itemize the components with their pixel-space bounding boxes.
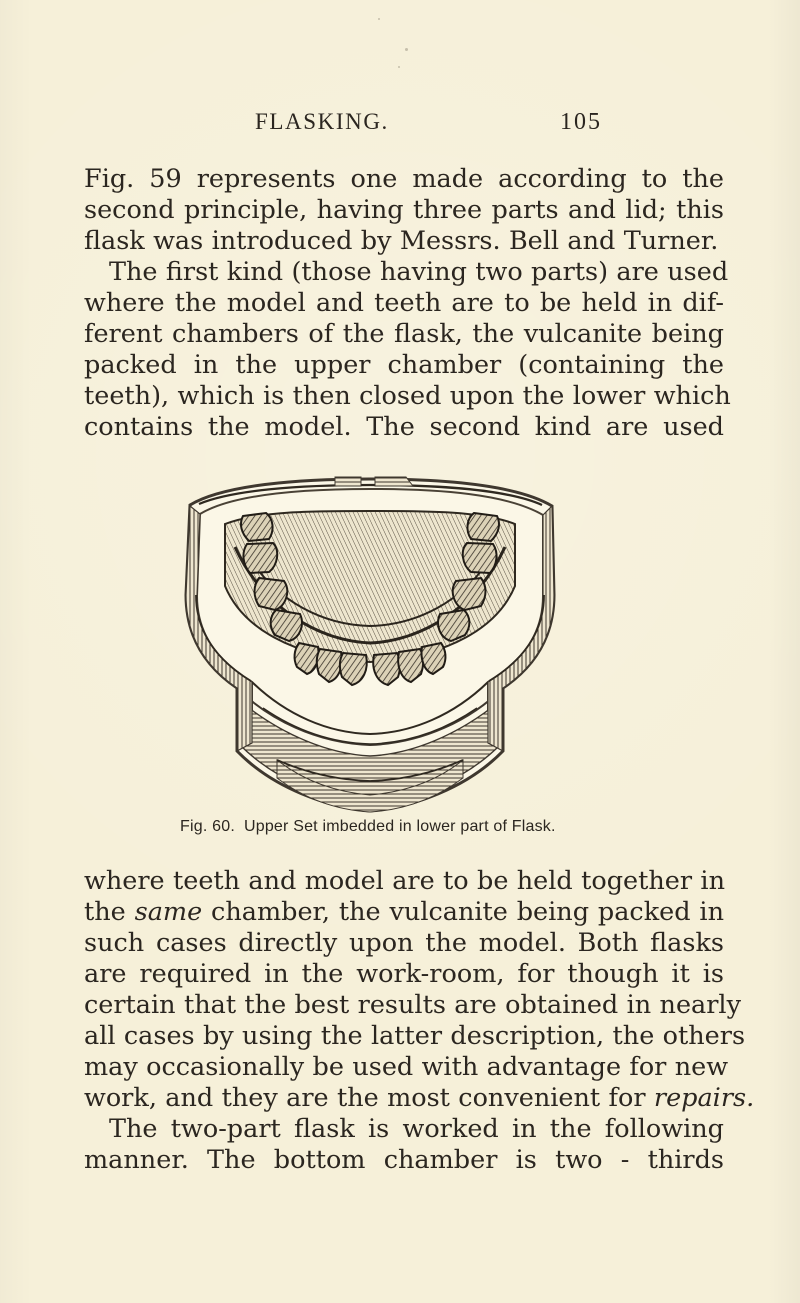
text-fragment: chamber, the vulcanite being packed in xyxy=(202,897,724,927)
upper-text-block xyxy=(84,164,731,443)
upper-set-in-flask-engraving xyxy=(165,469,575,825)
text-line: are required in the work-room, for though it is xyxy=(84,959,724,989)
running-header xyxy=(0,109,800,139)
italic-word: repairs. xyxy=(653,1083,755,1113)
text-line: where the model and teeth are to be held in dif- xyxy=(84,288,724,318)
figure-label: Fig. 60. xyxy=(180,818,235,835)
paper-speck xyxy=(405,48,408,51)
text-fragment: work, and they are the most convenient for xyxy=(84,1083,654,1113)
text-line-with-italic xyxy=(84,897,724,928)
text-line: packed in the upper chamber (containing the xyxy=(84,350,724,380)
running-header-title: FLASKING. xyxy=(255,109,389,134)
paper-speck xyxy=(398,66,400,68)
paper-speck xyxy=(378,18,380,20)
text-line: The two-part flask is worked in the following xyxy=(109,1114,724,1144)
text-fragment: the xyxy=(84,897,135,927)
text-line: all cases by using the latter description, the others xyxy=(84,1021,746,1051)
figure-caption-text: Upper Set imbedded in lower part of Flask. xyxy=(243,818,556,835)
text-line: flask was introduced by Messrs. Bell and Turner. xyxy=(84,226,719,256)
text-line: teeth), which is then closed upon the lower which xyxy=(84,381,731,411)
italic-word: same xyxy=(134,897,203,927)
text-line: Fig. 59 represents one made according to the xyxy=(84,164,724,194)
text-line: manner. The bottom chamber is two - thirds xyxy=(84,1145,724,1175)
text-line: such cases directly upon the model. Both flasks xyxy=(84,928,724,958)
figure-caption xyxy=(180,817,610,837)
text-line: ferent chambers of the flask, the vulcanite being xyxy=(84,319,724,349)
dental-flask-illustration xyxy=(165,469,575,825)
text-line: The first kind (those having two parts) are used xyxy=(109,257,729,287)
text-line: may occasionally be used with advantage for new xyxy=(84,1052,729,1082)
lower-text-block xyxy=(84,866,755,1176)
text-line: contains the model. The second kind are used xyxy=(84,412,724,442)
text-line: where teeth and model are to be held together in xyxy=(84,866,726,896)
text-line: second principle, having three parts and lid; this xyxy=(84,195,724,225)
page-number: 105 xyxy=(560,109,602,135)
text-line: certain that the best results are obtained in nearly xyxy=(84,990,741,1020)
text-line-with-italic xyxy=(84,1083,755,1114)
